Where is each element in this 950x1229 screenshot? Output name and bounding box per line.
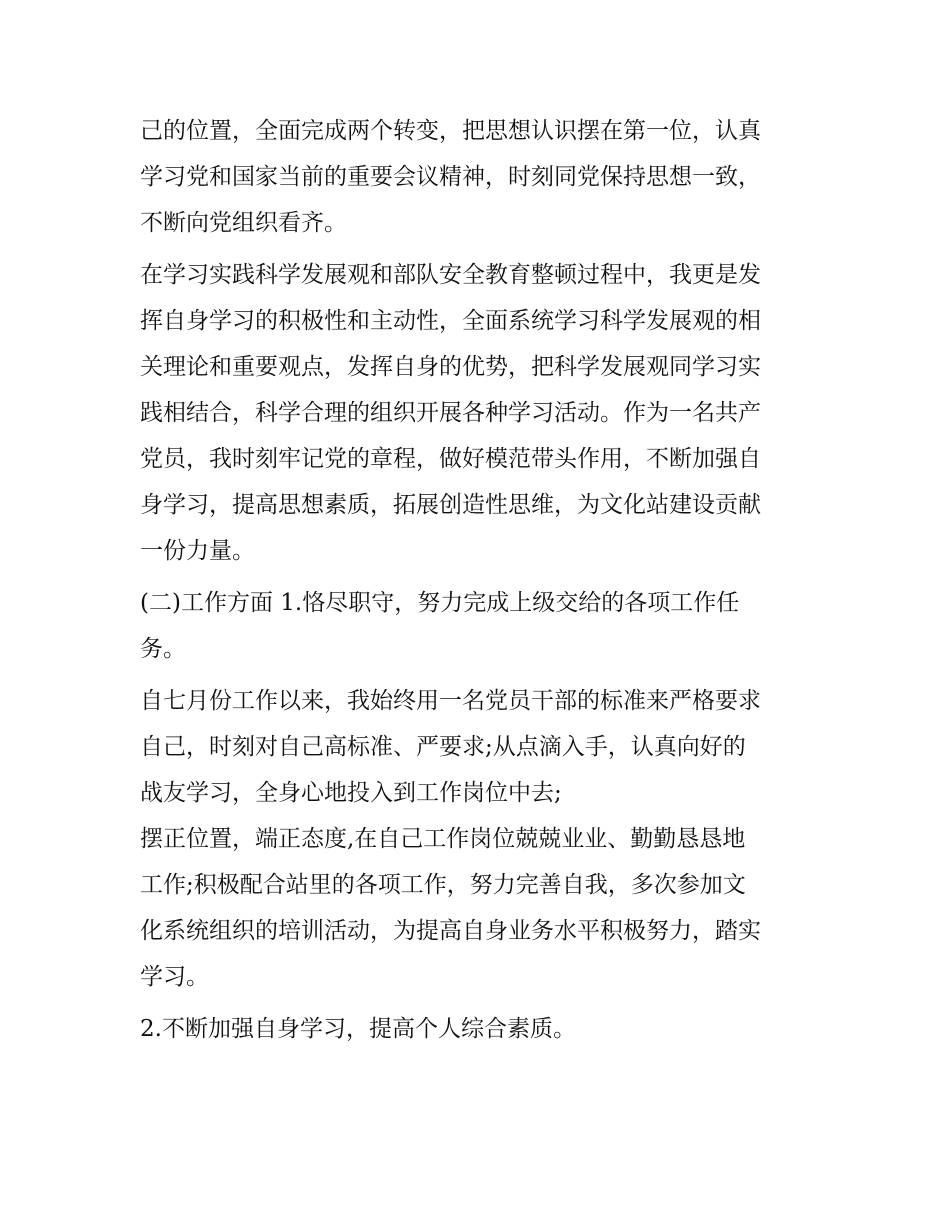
paragraph xyxy=(140,580,820,672)
text-line: 身学习，提高思想素质，拓展创造性思维，为文化站建设贡献 xyxy=(140,492,761,518)
text-line: 党员，我时刻牢记党的章程，做好模范带头作用，不断加强自 xyxy=(140,446,761,472)
text-line: 化系统组织的培训活动，为提高自身业务水平积极努力，踏实 xyxy=(140,918,761,944)
text-line: 战友学习，全身心地投入到工作岗位中去; xyxy=(140,780,562,806)
text-line: 一份力量。 xyxy=(140,538,255,564)
text-line: 挥自身学习的积极性和主动性，全面系统学习科学发展观的相 xyxy=(140,308,761,334)
text-line: (二)工作方面 1.恪尽职守，努力完成上级交给的各项工作任 xyxy=(140,590,740,616)
text-line: 学习。 xyxy=(140,964,209,990)
text-line: 践相结合，科学合理的组织开展各种学习活动。作为一名共产 xyxy=(140,400,761,426)
paragraph xyxy=(140,678,820,816)
text-line: 2.不断加强自身学习，提高个人综合素质。 xyxy=(140,1016,576,1042)
text-line: 自七月份工作以来，我始终用一名党员干部的标准来严格要求 xyxy=(140,688,761,714)
paragraph xyxy=(140,1006,820,1052)
paragraph xyxy=(140,252,820,574)
text-line: 关理论和重要观点，发挥自身的优势，把科学发展观同学习实 xyxy=(140,354,761,380)
text-line: 工作;积极配合站里的各项工作，努力完善自我，多次参加文 xyxy=(140,872,746,898)
text-line: 学习党和国家当前的重要会议精神，时刻同党保持思想一致， xyxy=(140,164,761,190)
text-line: 在学习实践科学发展观和部队安全教育整顿过程中，我更是发 xyxy=(140,262,761,288)
text-line: 务。 xyxy=(140,636,186,662)
paragraph xyxy=(140,108,820,246)
text-line: 自己，时刻对自己高标准、严要求;从点滴入手，认真向好的 xyxy=(140,734,746,760)
text-line: 不断向党组织看齐。 xyxy=(140,210,347,236)
paragraph xyxy=(140,816,820,1000)
document-body xyxy=(140,108,820,1052)
text-line: 己的位置，全面完成两个转变，把思想认识摆在第一位，认真 xyxy=(140,118,761,144)
text-line: 摆正位置，端正态度,在自己工作岗位兢兢业业、勤勤恳恳地 xyxy=(140,826,746,852)
